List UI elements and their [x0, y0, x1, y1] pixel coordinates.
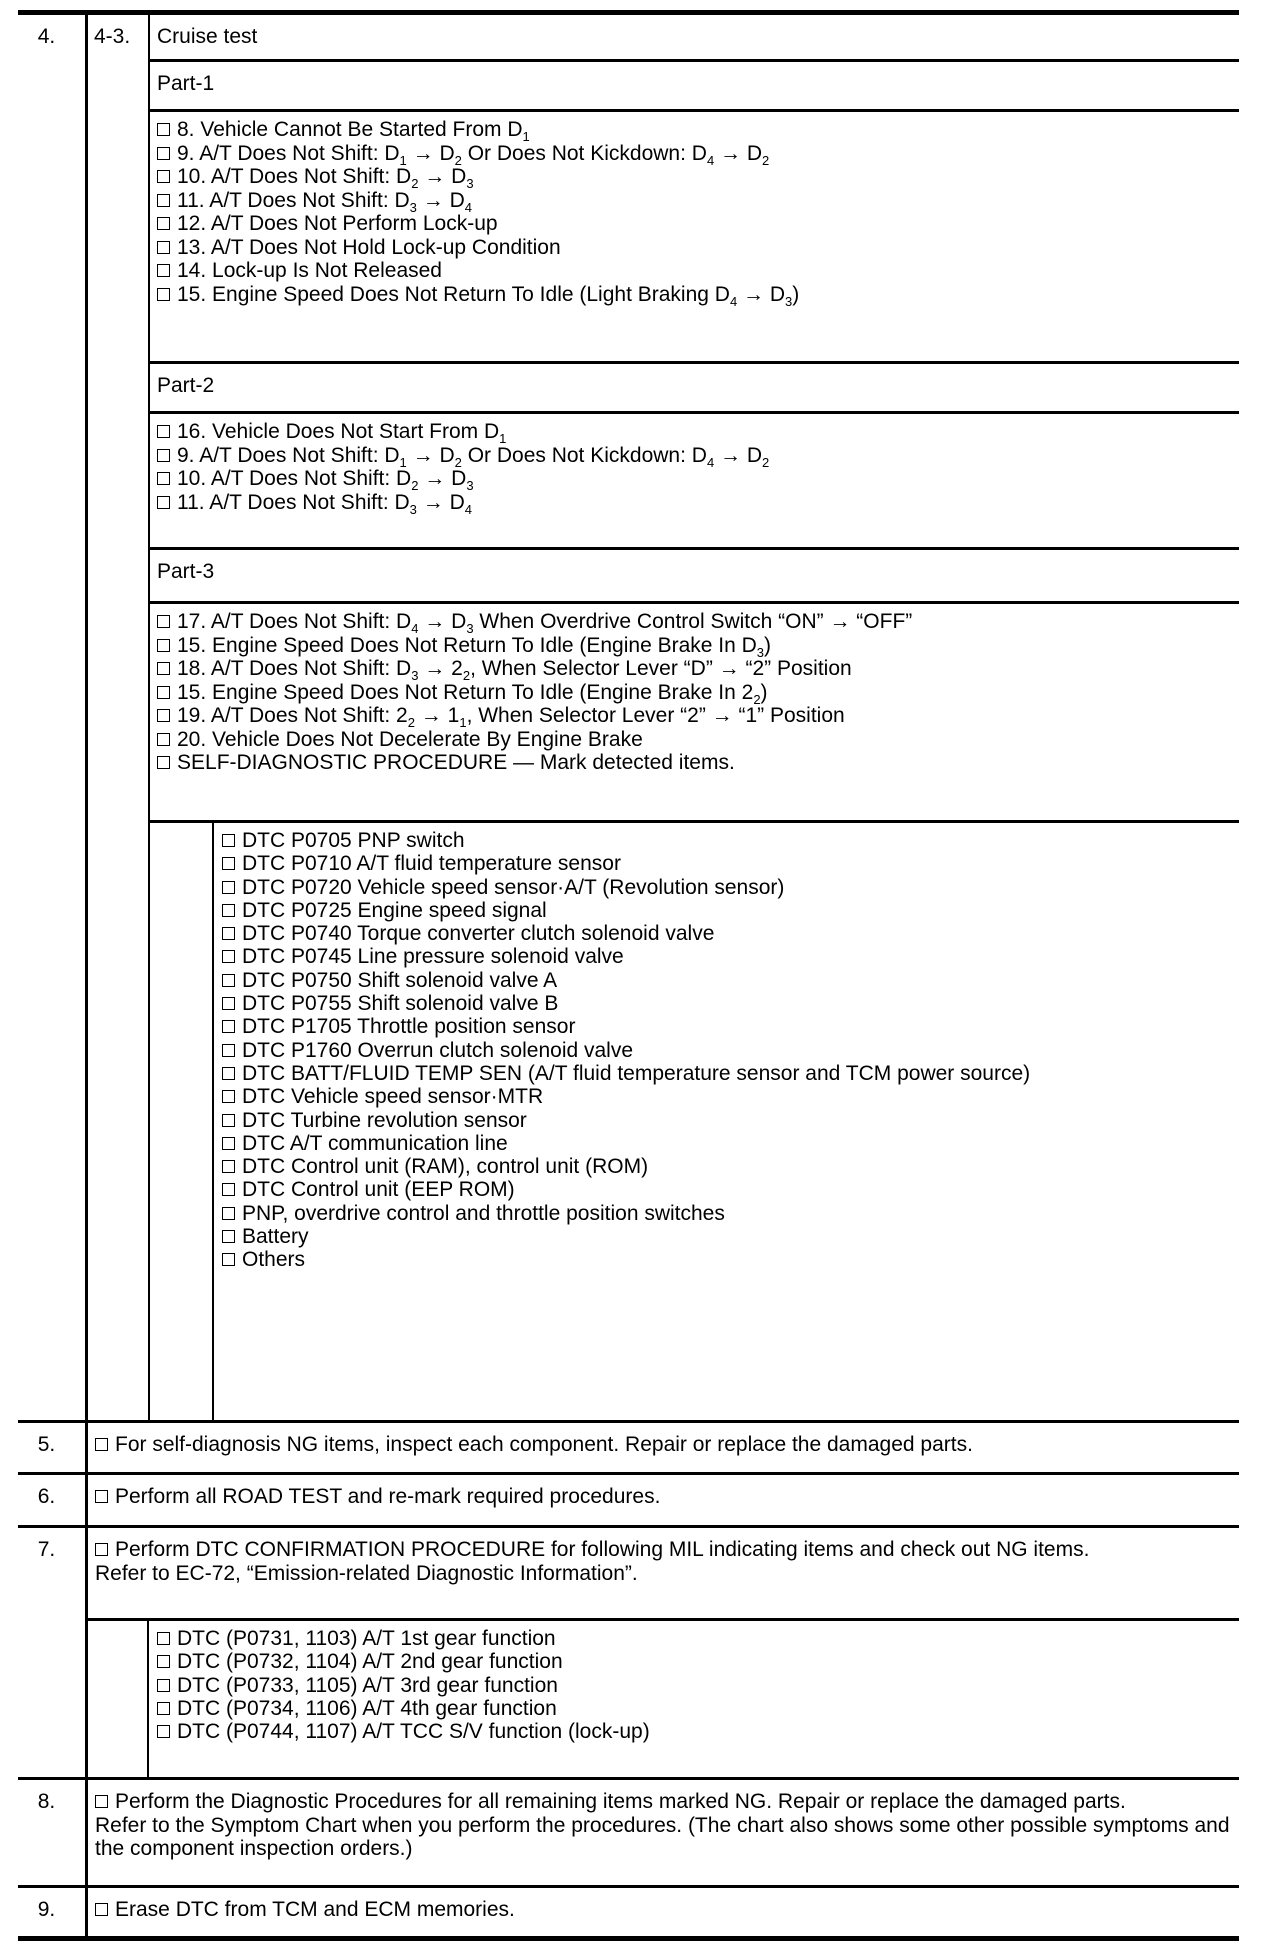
item-text: Perform the Diagnostic Procedures for all remaining items marked NG. Repair or replace the damaged parts. — [115, 1790, 1126, 1813]
item-text: PNP, overdrive control and throttle position switches — [242, 1201, 725, 1225]
checkbox-icon[interactable] — [157, 147, 170, 160]
item-text: , When Selector Lever “D” → “2” Position — [470, 657, 852, 680]
row-7 — [18, 1528, 1239, 1780]
item-text: 9. A/T Does Not Shift: D — [177, 141, 400, 165]
item-text: → D — [714, 443, 763, 467]
checklist-item[interactable] — [222, 945, 1239, 968]
item-text: 17. A/T Does Not Shift: D — [177, 610, 412, 633]
checkbox-icon[interactable] — [157, 1679, 170, 1692]
checklist-item[interactable] — [157, 420, 1239, 444]
checklist-item[interactable] — [157, 1697, 1239, 1720]
item-text: → D — [406, 141, 455, 165]
checklist-item[interactable] — [157, 467, 1239, 491]
part-checklist — [150, 112, 1239, 364]
gear-subscript: 1 — [399, 454, 407, 470]
item-text: DTC P0720 Vehicle speed sensor·A/T (Revolution sensor) — [242, 875, 785, 899]
gear-subscript: 3 — [466, 176, 474, 191]
item-text: 10. A/T Does Not Shift: D — [177, 467, 412, 490]
checkbox-icon[interactable] — [222, 1044, 235, 1057]
checklist-item[interactable] — [95, 1538, 1239, 1562]
checklist-item[interactable] — [157, 283, 1239, 307]
row-number: 5. — [18, 1423, 88, 1472]
checkbox-icon[interactable] — [157, 449, 170, 462]
checklist-item[interactable] — [95, 1485, 660, 1508]
checkbox-icon[interactable] — [95, 1903, 108, 1916]
checkbox-icon[interactable] — [157, 756, 170, 769]
gear-subscript: 3 — [785, 293, 793, 309]
row-9 — [18, 1888, 1239, 1936]
gear-subscript: 2 — [462, 668, 471, 683]
checklist-item[interactable] — [157, 728, 1239, 752]
item-text: DTC P0745 Line pressure solenoid valve — [242, 945, 624, 969]
checklist-item[interactable] — [222, 1248, 1239, 1271]
item-text: DTC P0725 Engine speed signal — [242, 898, 547, 922]
gear-subscript: 3 — [411, 668, 419, 683]
gear-subscript: 3 — [466, 621, 474, 636]
checkbox-icon[interactable] — [157, 686, 170, 699]
item-text: → D — [416, 490, 465, 514]
checkbox-icon[interactable] — [157, 1632, 170, 1645]
item-text: DTC (P0731, 1103) A/T 1st gear function — [177, 1627, 556, 1650]
item-text: 10. A/T Does Not Shift: D — [177, 165, 412, 188]
checkbox-icon[interactable] — [157, 615, 170, 628]
dtc-confirmation-checklist — [149, 1621, 1239, 1777]
item-text: DTC P0740 Torque converter clutch solenoid valve — [242, 922, 715, 946]
checklist-item[interactable] — [222, 899, 1239, 922]
checklist-item[interactable] — [157, 681, 1239, 705]
item-text: 14. Lock-up Is Not Released — [177, 259, 442, 282]
item-text: 9. A/T Does Not Shift: D — [177, 443, 400, 467]
item-text: 15. Engine Speed Does Not Return To Idle (Engine Brake In D — [177, 633, 757, 657]
gear-subscript: 2 — [454, 454, 462, 470]
checkbox-icon[interactable] — [222, 904, 235, 917]
checklist-item[interactable] — [157, 189, 1239, 213]
checklist-item[interactable] — [157, 704, 1239, 728]
item-text: Battery — [242, 1225, 309, 1249]
gear-subscript: 3 — [409, 199, 417, 215]
checkbox-icon[interactable] — [222, 950, 235, 963]
reference-text: Refer to EC-72, “Emission-related Diagnostic Information”. — [95, 1561, 638, 1585]
item-text: 16. Vehicle Does Not Start From D — [177, 420, 500, 443]
gear-subscript: 1 — [499, 431, 507, 446]
item-text: → D — [714, 141, 763, 165]
item-text: → 1 — [414, 704, 460, 727]
item-text: → D — [406, 443, 455, 467]
checklist-item[interactable] — [222, 992, 1239, 1015]
item-text: DTC Vehicle speed sensor·MTR — [242, 1085, 544, 1109]
checklist-item[interactable] — [222, 1155, 1239, 1178]
checkbox-icon[interactable] — [157, 662, 170, 675]
item-text: DTC P1760 Overrun clutch solenoid valve — [242, 1038, 634, 1062]
checklist-item[interactable] — [222, 1085, 1239, 1108]
gear-subscript: 4 — [706, 454, 715, 470]
checklist-item[interactable] — [157, 1627, 1239, 1650]
checkbox-icon[interactable] — [157, 496, 170, 509]
checkbox-icon[interactable] — [222, 1207, 235, 1220]
gear-subscript: 2 — [762, 454, 770, 470]
checkbox-icon[interactable] — [222, 927, 235, 940]
item-text: 18. A/T Does Not Shift: D — [177, 657, 412, 680]
checklist-item[interactable] — [222, 1225, 1239, 1248]
row-5 — [18, 1423, 1239, 1475]
checkbox-icon[interactable] — [222, 1183, 235, 1196]
item-text: DTC P0710 A/T fluid temperature sensor — [242, 852, 621, 876]
checkbox-icon[interactable] — [157, 288, 170, 301]
road-test-checklist-table — [18, 10, 1239, 1941]
row-number: 7. — [18, 1528, 88, 1777]
self-diagnostic-section — [150, 823, 1239, 1420]
item-text: 20. Vehicle Does Not Decelerate By Engine Brake — [177, 727, 643, 751]
parts-container — [150, 62, 1239, 823]
checkbox-icon[interactable] — [157, 264, 170, 277]
checkbox-icon[interactable] — [222, 1253, 235, 1266]
row-number: 8. — [18, 1780, 88, 1885]
checkbox-icon[interactable] — [222, 834, 235, 847]
item-text: → 2 — [418, 657, 463, 680]
item-text: DTC P0705 PNP switch — [242, 829, 465, 852]
item-text: DTC (P0744, 1107) A/T TCC S/V function (lock-up) — [177, 1720, 650, 1744]
gear-subscript: 1 — [522, 129, 530, 144]
checklist-item[interactable] — [157, 259, 1239, 283]
row-6 — [18, 1475, 1239, 1528]
checklist-item[interactable] — [157, 444, 1239, 468]
checkbox-icon[interactable] — [222, 1020, 235, 1033]
checklist-item[interactable] — [222, 1109, 1239, 1132]
checklist-item[interactable] — [157, 634, 1239, 658]
checklist-item[interactable] — [157, 751, 1239, 775]
item-text: → D — [418, 467, 467, 490]
gear-subscript: 3 — [466, 478, 474, 493]
gear-subscript: 2 — [411, 176, 419, 191]
checklist-item[interactable] — [95, 1898, 515, 1921]
gear-subscript: 2 — [454, 152, 462, 168]
item-text: 8. Vehicle Cannot Be Started From D — [177, 118, 523, 141]
checklist-item[interactable] — [222, 1132, 1239, 1155]
row-8 — [18, 1780, 1239, 1888]
checkbox-icon[interactable] — [95, 1438, 108, 1451]
checklist-item[interactable] — [157, 1720, 1239, 1743]
checklist-item[interactable] — [222, 1062, 1239, 1085]
checkbox-icon[interactable] — [95, 1543, 108, 1556]
part-header: Part-1 — [150, 62, 1239, 112]
part-checklist — [150, 414, 1239, 550]
checkbox-icon[interactable] — [157, 217, 170, 230]
part-header: Part-3 — [150, 550, 1239, 604]
part-checklist — [150, 604, 1239, 823]
checklist-item[interactable] — [222, 922, 1239, 945]
checkbox-icon[interactable] — [222, 1114, 235, 1127]
item-text: Erase DTC from TCM and ECM memories. — [115, 1898, 515, 1921]
checklist-item[interactable] — [157, 610, 1239, 634]
checklist-item[interactable] — [157, 118, 1239, 142]
item-text: ) — [760, 680, 768, 704]
item-text: DTC P1705 Throttle position sensor — [242, 1015, 576, 1039]
checkbox-icon[interactable] — [222, 974, 235, 987]
item-text: ) — [792, 282, 800, 306]
checkbox-icon[interactable] — [157, 425, 170, 438]
sub-step-number: 4-3. — [88, 15, 150, 1420]
row-number: 6. — [18, 1475, 88, 1525]
checklist-item[interactable] — [157, 657, 1239, 681]
item-text: DTC P0750 Shift solenoid valve A — [242, 968, 558, 992]
item-text: SELF-DIAGNOSTIC PROCEDURE — Mark detected items. — [177, 751, 735, 774]
item-text: DTC (P0734, 1106) A/T 4th gear function — [177, 1696, 557, 1720]
item-text: , When Selector Lever “2” → “1” Position — [466, 704, 845, 727]
item-text: Perform all ROAD TEST and re-mark required procedures. — [115, 1485, 661, 1508]
item-text: DTC (P0732, 1104) A/T 2nd gear function — [177, 1650, 563, 1674]
item-text: → D — [416, 188, 465, 212]
item-text: DTC Control unit (EEP ROM) — [242, 1178, 515, 1202]
checkbox-icon[interactable] — [157, 1655, 170, 1668]
gear-subscript: 1 — [459, 715, 467, 730]
part-header: Part-2 — [150, 364, 1239, 414]
item-text: ) — [764, 633, 772, 657]
section-title: Cruise test — [150, 15, 1239, 62]
item-text: For self-diagnosis NG items, inspect each component. Repair or replace the damaged parts. — [115, 1433, 973, 1456]
checklist-item[interactable] — [157, 165, 1239, 189]
checkbox-icon[interactable] — [95, 1795, 108, 1808]
item-text: Perform DTC CONFIRMATION PROCEDURE for following MIL indicating items and check out NG items. — [115, 1538, 1090, 1561]
item-text: Others — [242, 1248, 306, 1272]
gear-subscript: 4 — [411, 621, 419, 636]
gear-subscript: 2 — [407, 715, 415, 730]
item-text: DTC Control unit (RAM), control unit (ROM) — [242, 1155, 649, 1179]
checklist-item[interactable] — [222, 1202, 1239, 1225]
item-text: → D — [737, 282, 786, 306]
gear-subscript: 4 — [464, 199, 472, 215]
item-text: Or Does Not Kickdown: D — [461, 141, 707, 165]
checklist-item[interactable] — [222, 829, 1239, 852]
checklist-item[interactable] — [95, 1433, 973, 1456]
checkbox-icon[interactable] — [157, 241, 170, 254]
checkbox-icon[interactable] — [222, 1230, 235, 1243]
dtc-checklist — [214, 823, 1239, 1420]
checkbox-icon[interactable] — [222, 857, 235, 870]
checklist-item[interactable] — [157, 491, 1239, 515]
item-text: 15. Engine Speed Does Not Return To Idle (Engine Brake In 2 — [177, 680, 754, 704]
item-text: DTC BATT/FLUID TEMP SEN (A/T fluid temperature sensor and TCM power source) — [242, 1061, 1031, 1085]
checklist-item[interactable] — [222, 1039, 1239, 1062]
item-text: DTC P0755 Shift solenoid valve B — [242, 992, 559, 1016]
checklist-item[interactable] — [222, 1015, 1239, 1038]
indent-column — [150, 823, 214, 1420]
item-text: → D — [418, 165, 467, 188]
checkbox-icon[interactable] — [157, 170, 170, 183]
checklist-item[interactable] — [157, 1674, 1239, 1697]
gear-subscript: 3 — [756, 644, 765, 660]
row-number: 4. — [18, 15, 88, 1420]
checklist-item[interactable] — [222, 876, 1239, 899]
item-text: 13. A/T Does Not Hold Lock-up Condition — [177, 235, 561, 259]
gear-subscript: 2 — [762, 152, 770, 168]
checklist-item[interactable] — [222, 1178, 1239, 1201]
checkbox-icon[interactable] — [222, 1067, 235, 1080]
item-text: DTC A/T communication line — [242, 1131, 508, 1155]
gear-subscript: 2 — [411, 478, 419, 493]
item-text: 11. A/T Does Not Shift: D — [177, 490, 410, 514]
item-text: When Overdrive Control Switch “ON” → “OFF” — [473, 610, 913, 633]
checkbox-icon[interactable] — [222, 1137, 235, 1150]
checklist-item[interactable] — [157, 236, 1239, 260]
checkbox-icon[interactable] — [222, 1090, 235, 1103]
indent-column — [88, 1621, 149, 1777]
checklist-item[interactable] — [222, 852, 1239, 875]
checkbox-icon[interactable] — [157, 639, 170, 652]
checkbox-icon[interactable] — [157, 733, 170, 746]
gear-subscript: 4 — [729, 293, 738, 309]
checklist-item[interactable] — [157, 1650, 1239, 1673]
checklist-item[interactable] — [157, 212, 1239, 236]
item-text: 11. A/T Does Not Shift: D — [177, 188, 410, 212]
item-text: → D — [418, 610, 467, 633]
checkbox-icon[interactable] — [157, 709, 170, 722]
gear-subscript: 1 — [399, 152, 407, 168]
checkbox-icon[interactable] — [222, 997, 235, 1010]
checkbox-icon[interactable] — [95, 1490, 108, 1503]
checkbox-icon[interactable] — [157, 1702, 170, 1715]
checkbox-icon[interactable] — [157, 1725, 170, 1738]
item-text: 19. A/T Does Not Shift: 2 — [177, 704, 408, 727]
checkbox-icon[interactable] — [157, 194, 170, 207]
row-4 — [18, 15, 1239, 1423]
checklist-item[interactable] — [95, 1790, 1239, 1814]
item-text: 12. A/T Does Not Perform Lock-up — [177, 212, 498, 235]
gear-subscript: 2 — [753, 691, 761, 707]
checkbox-icon[interactable] — [222, 881, 235, 894]
reference-text: Refer to the Symptom Chart when you perform the procedures. (The chart also shows some other possible symptoms and the component inspection orders.) — [95, 1813, 1230, 1860]
gear-subscript: 4 — [464, 501, 472, 517]
item-text: DTC Turbine revolution sensor — [242, 1108, 527, 1132]
checklist-item[interactable] — [157, 142, 1239, 166]
checkbox-icon[interactable] — [222, 1160, 235, 1173]
item-text: DTC (P0733, 1105) A/T 3rd gear function — [177, 1673, 558, 1697]
checkbox-icon[interactable] — [157, 472, 170, 485]
gear-subscript: 4 — [706, 152, 715, 168]
checkbox-icon[interactable] — [157, 123, 170, 136]
checklist-item[interactable] — [222, 969, 1239, 992]
item-text: Or Does Not Kickdown: D — [461, 443, 707, 467]
item-text: 15. Engine Speed Does Not Return To Idle (Light Braking D — [177, 282, 730, 306]
gear-subscript: 3 — [409, 501, 417, 517]
row-number: 9. — [18, 1888, 88, 1936]
